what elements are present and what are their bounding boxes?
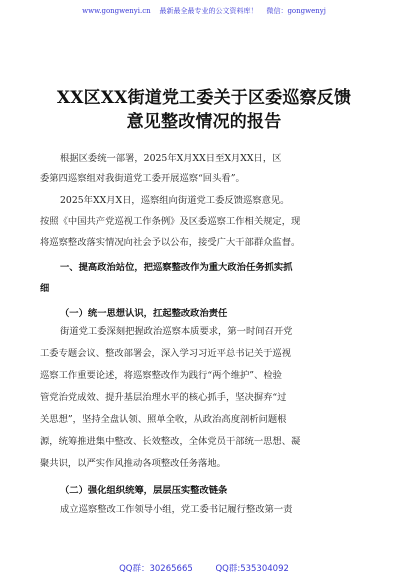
paragraph-1-line-2: 委第四巡察组对我街道党工委开展巡察“回头看”。: [40, 173, 245, 184]
section-heading-1-line-1: 一、提高政治站位，把巡察整改作为重大政治任务抓实抓: [60, 262, 293, 273]
subsection-heading-2: （二）强化组织统筹，层层压实整改链条: [60, 485, 228, 496]
paragraph-3-line-6: 源，统筹推进集中整改、长效整改，全体党员干部统一思想、凝: [40, 436, 301, 447]
footer-qq-group-2: QQ群:535304092: [215, 564, 289, 574]
header-site-link[interactable]: www.gongwenyi.cn: [82, 7, 151, 15]
header-slogan: 最新最全最专业的公文资料库！: [159, 7, 258, 15]
subsection-heading-1: （一）统一思想认识，扛起整改政治责任: [60, 308, 228, 319]
paragraph-2-line-1: 2025年XX月X日，巡察组向街道党工委反馈巡察意见。: [60, 195, 290, 206]
paragraph-3-line-1: 街道党工委深刻把握政治巡察本质要求，第一时间召开党: [60, 326, 293, 337]
paragraph-2-line-2: 按照《中国共产党巡视工作条例》及区委巡察工作相关规定，现: [40, 216, 301, 227]
document-title-line-2: 意见整改情况的报告: [126, 112, 282, 132]
footer-qq-group-1: QQ群：30265665: [119, 564, 193, 574]
paragraph-3-line-2: 工委专题会议、整改部署会，深入学习习近平总书记关于巡视: [40, 348, 292, 359]
header-wechat: 微信：gongwenyj: [266, 7, 326, 15]
paragraph-3-line-3: 巡察工作重要论述，将巡察整改作为践行“两个维护”、检验: [40, 370, 282, 381]
paragraph-3-line-7: 聚共识，以严实作风推动各项整改任务落地。: [40, 458, 226, 469]
paragraph-2-line-3: 将巡察整改落实情况向社会予以公布，接受广大干部群众监督。: [40, 237, 301, 248]
footer-banner: [0, 562, 408, 574]
header-banner: [0, 6, 408, 16]
paragraph-3-line-5: 关思想”，坚持全盘认领、照单全收，从政治高度剖析问题根: [40, 414, 287, 425]
document-title-line-1: XX区XX街道党工委关于区委巡察反馈: [56, 88, 352, 108]
section-heading-1-line-2: 细: [40, 283, 50, 294]
paragraph-4-line-1: 成立巡察整改工作领导小组，党工委书记履行整改第一责: [60, 504, 293, 515]
paragraph-1-line-1: 根据区委统一部署，2025年X月XX日至X月XX日，区: [60, 153, 282, 164]
paragraph-3-line-4: 管党治党成效、提升基层治理水平的核心抓手，坚决摒弃“过: [40, 392, 287, 403]
